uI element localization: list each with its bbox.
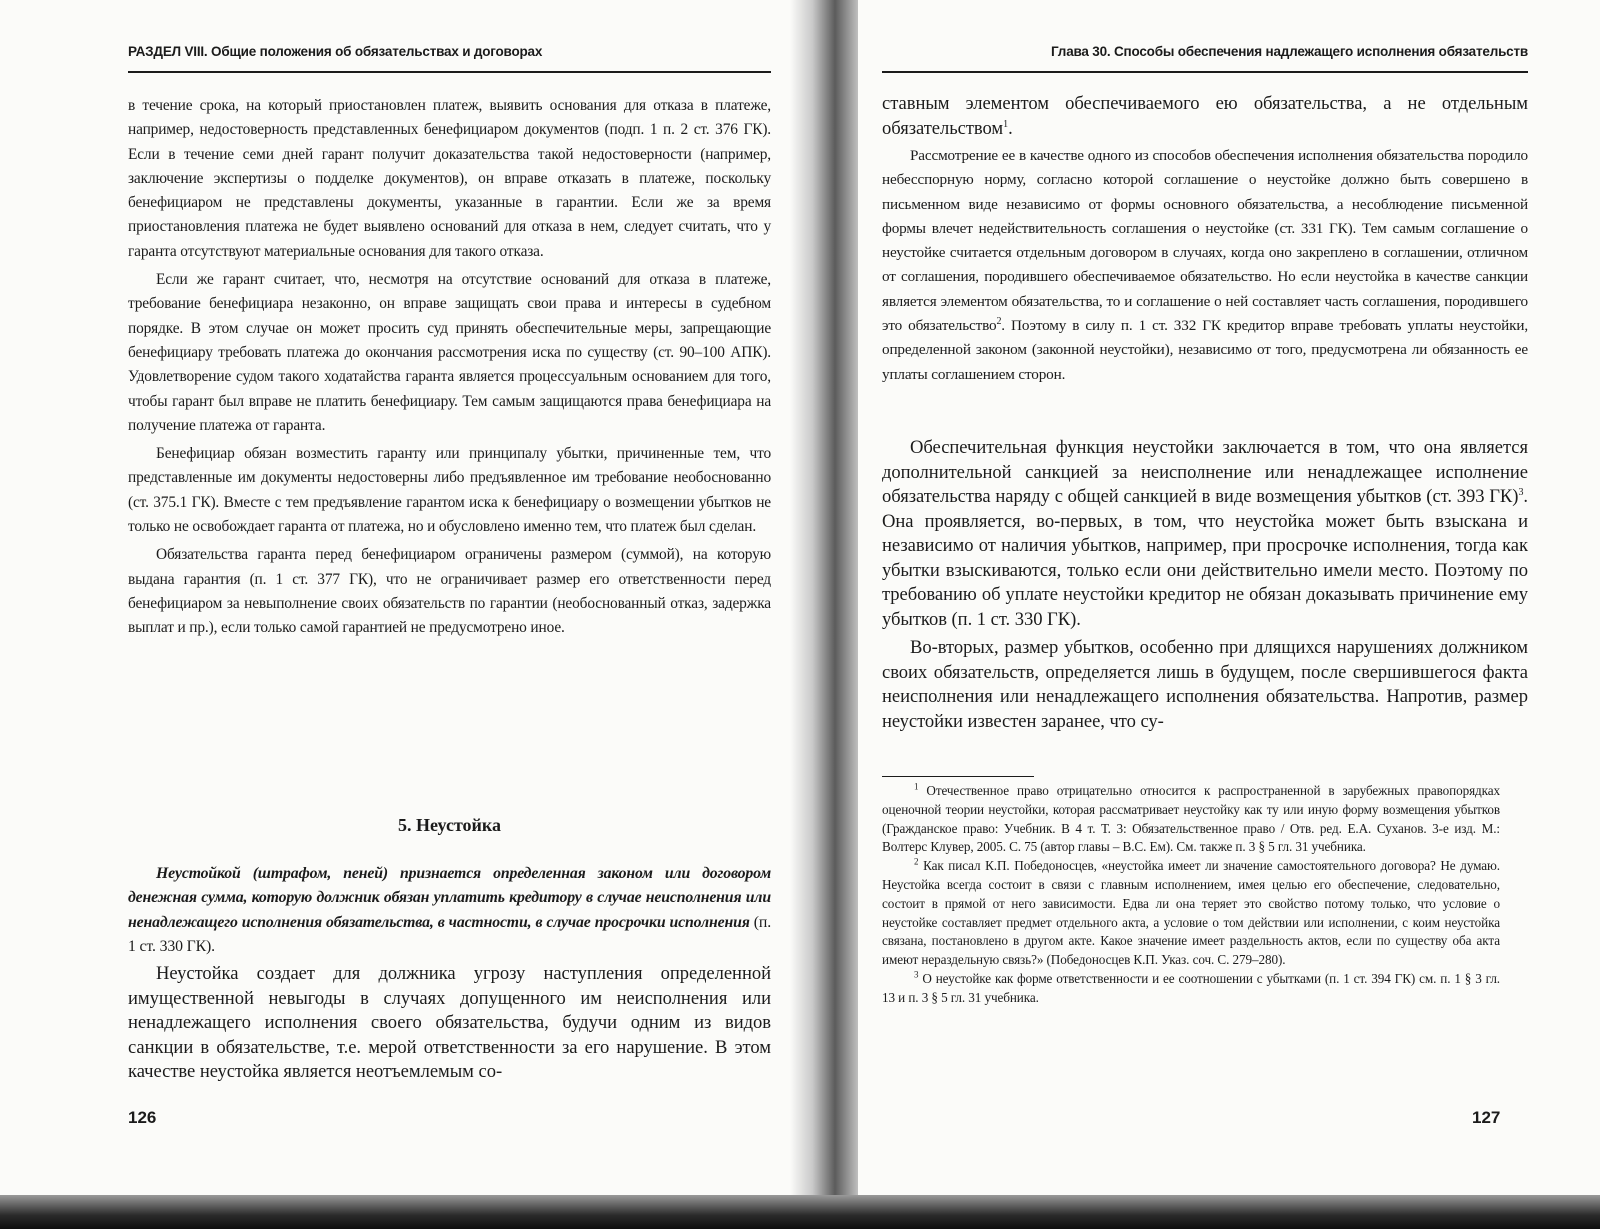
definition-ref: (п. 1 ст. 330 ГК). <box>128 913 771 955</box>
right-para-1 <box>882 92 1528 141</box>
paragraph: в течение срока, на который приостановлен платеж, выявить основания для отказа в платеже, например, недостоверность представленных бенефициаром документов (подп. 1 п. 2 ст. 376 ГК). Если в течение семи дней гарант получит доказательства такой недостоверности (например, заключение экспертизы о подделке документов), он вправе отказать в платеже, поскольку бенефициаром не представлены документы, указанные в гарантии. Если же за время приостановления платежа не будет выявлено оснований для отказа в нем, следует считать, что у гаранта отсутствуют материальные основания для такого отказа. <box>128 97 771 260</box>
definition-text: Неустойкой (штрафом, пеней) признается определенная законом или договором денежная сумма, которую должник обязан уплатить кредитору в случае неисполнения или ненадлежащего исполнения обязательства, в частности, в случае просрочки исполнения <box>128 865 771 931</box>
footnote <box>882 782 1500 857</box>
section-heading: 5. Неустойка <box>397 815 502 835</box>
footnote-text: О неустойке как форме ответственности и ее соотношении с убытками (п. 1 ст. 394 ГК) см. п. 1 § 3 гл. 13 и п. 3 § 5 гл. 31 учебника. <box>882 970 1500 1005</box>
footnote-ref: 3 <box>1518 486 1524 498</box>
footnote-text: Отечественное право отрицательно относится к распространенной в зарубежных правопорядках оценочной теории неустойки, которая рассматривает неустойку как ту или иную форму возмещения убытков (Гражданское право: Учебник. В 4 т. Т. 3: Обязательственное право / Отв. ред. Е.А. Суханов. 3-е изд. М.: Волтерс Клувер, 2005. С. 75 (автор главы – В.С. Ем). См. также п. 3 § 5 гл. 31 учебника. <box>882 783 1500 855</box>
footnote-ref: 1 <box>1003 118 1009 130</box>
footnote-ref: 2 <box>996 316 1002 328</box>
left-body-large <box>128 962 771 1085</box>
paragraph-end: . <box>1008 117 1013 139</box>
paragraph: Бенефициар обязан возместить гаранту или принципалу убытки, причиненные тем, что представленные им документы недостоверны либо предъявленное им требование необоснованно (ст. 375.1 ГК). Вместе с тем предъявление гарантом иска к бенефициару о возмещении убытков не только не освобождает гаранта от платежа, но и обусловлено именно тем, что платеж был сделан. <box>128 445 771 536</box>
right-para-2 <box>882 144 1528 387</box>
left-page <box>0 0 810 1205</box>
paragraph-end: . Она проявляется, во-первых, в том, что неустойка может быть взыскана и независимо от наличия убытков, например, при просрочке исполнения, тогда как убытки взыскиваются, только если они действительно имели место. Поэтому по требованию об уплате неустойки кредитор не обязан доказывать причинение ему убытков (п. 1 ст. 330 ГК). <box>882 486 1528 630</box>
definition-block <box>128 862 771 959</box>
page-number-right: 127 <box>1472 1108 1501 1127</box>
footnote <box>882 857 1500 970</box>
header-rule-right <box>882 71 1528 73</box>
right-para-3 <box>882 436 1528 734</box>
footnote-rule <box>882 776 1034 777</box>
paragraph: Если же гарант считает, что, несмотря на отсутствие оснований для отказа в платеже, требование бенефициара незаконно, он вправе защищать свои права и интересы в судебном порядке. В этом случае он может просить суд принять обеспечительные меры, запрещающие бенефициару требовать платежа до окончания рассмотрения иска по существу (ст. 90–100 АПК). Удовлетворение судом такого ходатайства гаранта является процессуальным основанием для того, чтобы гарант был вправе не платить бенефициару. Тем самым защищаются права бенефициара на получение платежа от гаранта. <box>128 271 771 434</box>
footnote-mark: 2 <box>914 856 919 867</box>
page-number-left: 126 <box>128 1108 157 1127</box>
footnote-text: Как писал К.П. Победоносцев, «неустойка имеет ли значение самостоятельного договора? Не думаю. Неустойка всегда состоит в связи с главным исполнением, имея целью его обеспечение, следовательно, состоит в прямой от него зависимости. Едва ли она теряет это свойство потому только, что условие о неустойке составляет предмет отдельного акта, а условие о том действии или исполнении, с коим неустойка связана, постановлено в другом акте. Какое значение имеет раздельность актов, если по существу оба акта имеют нераздельную связь?» (Победоносцев К.П. Указ. соч. С. 279–280). <box>882 858 1500 968</box>
book-bottom-edge <box>0 1195 1600 1229</box>
paragraph-text: Обеспечительная функция неустойки заключается в том, что она является дополнительной санкцией за неисполнение или ненадлежащее исполнение обязательства наряду с общей санкцией в виде возмещения убытков (ст. 393 ГК) <box>882 437 1528 507</box>
paragraph-text: Рассмотрение ее в качестве одного из способов обеспечения исполнения обязательства породило небесспорную норму, согласно которой соглашение о неустойке должно быть совершено в письменном виде независимо от формы основного обязательства, а несоблюдение письменной формы влечет недействительность соглашения о неустойке (ст. 331 ГК). Тем самым соглашение о неустойке считается отдельным договором в случаях, когда оно закреплено в соглашении, отличном от соглашения, породившего обеспечиваемое обязательство. Но если неустойка в качестве санкции является элементом обязательства, то и соглашение о ней составляет часть соглашения, породившего это обязательство <box>882 147 1528 335</box>
left-body-small <box>128 94 771 641</box>
paragraph-end: . Поэтому в силу п. 1 ст. 332 ГК кредитор вправе требовать уплаты неустойки, определенной законом (законной неустойки), независимо от того, предусмотрена ли обязанность ее уплаты соглашением сторон. <box>882 317 1528 383</box>
paragraph: Неустойка создает для должника угрозу наступления определенной имущественной невыгоды в случаях допущенного им неисполнения или ненадлежащего исполнения своего обязательства, будучи одним из видов санкции в обязательстве, т.е. мерой ответственности за его нарушение. В этом качестве неустойка является неотъемлемым со- <box>128 963 771 1082</box>
footnote <box>882 970 1500 1008</box>
paragraph: Обязательства гаранта перед бенефициаром ограничены размером (суммой), на которую выдана гарантия (п. 1 ст. 377 ГК), что не ограничивает размер его ответственности перед бенефициаром за невыполнение своих обязательств по гарантии (необоснованный отказ, задержка выплат и пр.), если только самой гарантией не предусмотрено иное. <box>128 546 771 637</box>
paragraph-text: ставным элементом обеспечиваемого ею обязательства, а не отдельным обязательством <box>882 93 1528 139</box>
footnotes <box>882 782 1500 1008</box>
running-head-right: Глава 30. Способы обеспечения надлежащего исполнения обязательств <box>1051 44 1528 59</box>
running-head-left: РАЗДЕЛ VIII. Общие положения об обязательствах и договорах <box>128 44 543 59</box>
footnote-mark: 3 <box>914 969 919 980</box>
footnote-mark: 1 <box>914 781 919 792</box>
header-rule-left <box>128 71 771 73</box>
paragraph: Во-вторых, размер убытков, особенно при длящихся нарушениях должником своих обязательств, определяется лишь в будущем, после свершившегося факта неисполнения или ненадлежащего исполнения обязательства. Напротив, размер неустойки известен заранее, что су- <box>882 637 1528 732</box>
